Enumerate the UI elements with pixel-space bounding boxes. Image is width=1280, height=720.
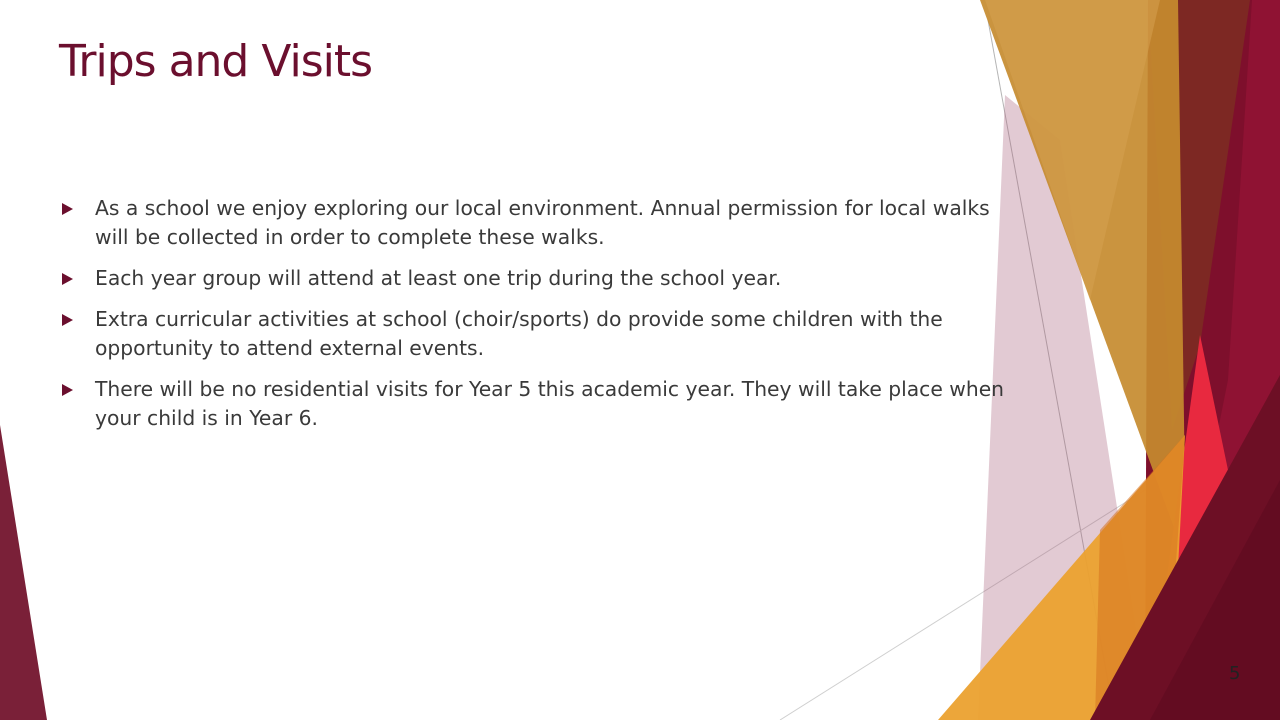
bullet-text: There will be no residential visits for Year 5 this academic year. They will take place when your child is in Year 6.	[95, 377, 1005, 430]
bullet-list	[60, 194, 1010, 445]
triangle-bullet-icon	[62, 203, 73, 215]
left-crimson-triangle	[0, 425, 47, 720]
bullet-item	[60, 305, 1010, 363]
triangle-bullet-icon	[62, 384, 73, 396]
bullet-item	[60, 375, 1010, 433]
slide-title: Trips and Visits	[59, 36, 373, 87]
slide-number: 5	[1229, 663, 1241, 684]
bullet-text: Extra curricular activities at school (choir/sports) do provide some children with the opportunity to attend external events.	[95, 307, 943, 360]
bullet-text: Each year group will attend at least one trip during the school year.	[95, 266, 782, 290]
bullet-item	[60, 194, 1010, 252]
bullet-text: As a school we enjoy exploring our local environment. Annual permission for local walks will be collected in order to complete these walks.	[95, 196, 990, 249]
triangle-bullet-icon	[62, 314, 73, 326]
triangle-bullet-icon	[62, 273, 73, 285]
bullet-item	[60, 264, 1010, 293]
